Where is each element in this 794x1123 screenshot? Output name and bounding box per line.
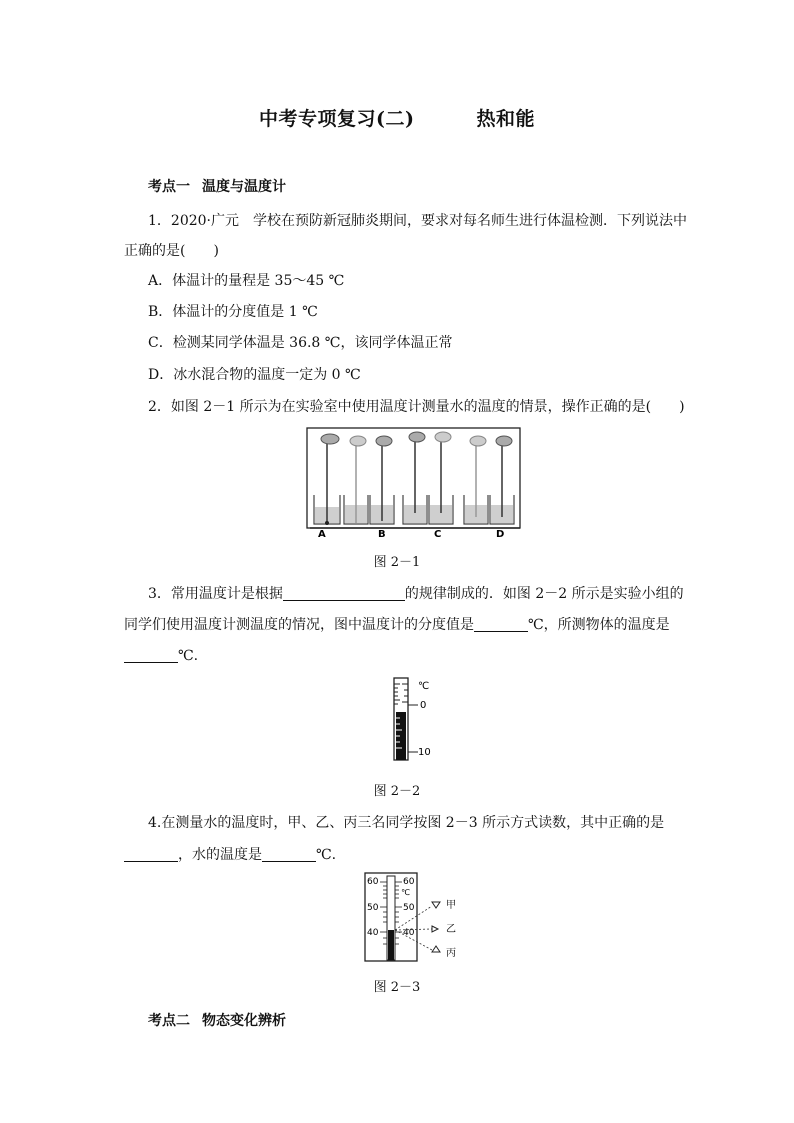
q4-fig-unit: ℃ xyxy=(401,888,410,897)
q3-fig-tick-top: 0 xyxy=(420,700,427,711)
q1-option-c: C．检测某同学体温是 36.8 ℃，该同学体温正常 xyxy=(148,335,453,351)
q3-text-1: 3．常用温度计是根据 xyxy=(148,586,283,602)
q4-left-tick-60: 60 xyxy=(367,877,379,887)
q4-right-tick-50: 50 xyxy=(403,903,415,913)
q4-right-tick-60: 60 xyxy=(403,877,415,887)
section-name: 温度与温度计 xyxy=(202,179,286,195)
figure-2-1 xyxy=(306,427,522,539)
section-number: 考点一 xyxy=(148,179,190,195)
eye-bing-icon xyxy=(432,946,440,952)
setup-d xyxy=(464,436,514,524)
figure-2-3 xyxy=(364,872,464,964)
caption-2-3: 图 2－3 xyxy=(373,980,421,995)
q1-option-d: D．冰水混合物的温度一定为 0 ℃ xyxy=(148,367,361,383)
q4-text-3: ℃. xyxy=(316,847,337,863)
fig-label-a: A xyxy=(318,529,326,539)
q3-line1 xyxy=(148,583,684,603)
q3-fig-unit: ℃ xyxy=(418,681,430,692)
reader-yi: 乙 xyxy=(446,924,456,935)
setup-a xyxy=(314,434,340,525)
q3-blank-temperature[interactable] xyxy=(124,647,178,663)
q4-text-2: ，水的温度是 xyxy=(178,847,262,863)
q2-stem: 2．如图 2－1 所示为在实验室中使用温度计测量水的温度的情景，操作正确的是( ) xyxy=(148,399,685,415)
section-name: 物态变化辨析 xyxy=(202,1013,286,1029)
eye-jia-icon xyxy=(432,902,440,908)
eye-yi-icon xyxy=(432,926,438,932)
q3-text-5: ℃. xyxy=(178,648,199,664)
q4-left-tick-50: 50 xyxy=(367,903,379,913)
title-main: 中考专项复习(二) xyxy=(259,108,415,130)
thermometer-scale xyxy=(380,676,440,762)
q4-left-tick-40: 40 xyxy=(367,928,379,938)
title-topic: 热和能 xyxy=(476,108,535,130)
q4-right-tick-40: 40 xyxy=(403,928,415,938)
section-heading-2 xyxy=(148,1010,286,1030)
setup-b xyxy=(344,436,394,524)
q1-option-a: A．体温计的量程是 35～45 ℃ xyxy=(148,273,345,289)
q4-line2 xyxy=(124,844,336,864)
thermometer-reading-figure xyxy=(364,872,464,964)
beaker-thermometer-figure xyxy=(306,427,522,539)
reader-jia: 甲 xyxy=(446,900,456,911)
caption-2-1: 图 2－1 xyxy=(373,555,421,570)
reader-bing: 丙 xyxy=(446,948,456,959)
q3-text-2: 的规律制成的．如图 2－2 所示是实验小组的 xyxy=(404,586,684,602)
q3-text-4: ℃，所测物体的温度是 xyxy=(528,617,670,633)
fig-label-c: C xyxy=(434,529,442,539)
page-title xyxy=(0,104,794,131)
q3-line2 xyxy=(124,614,670,634)
q3-blank-division[interactable] xyxy=(474,616,528,632)
section-heading-1 xyxy=(148,176,286,196)
q3-text-3: 同学们使用温度计测温度的情况，图中温度计的分度值是 xyxy=(124,617,474,633)
caption-2-2: 图 2－2 xyxy=(373,784,421,799)
section-number: 考点二 xyxy=(148,1013,190,1029)
q3-fig-tick-bottom: 10 xyxy=(418,747,431,758)
setup-c xyxy=(403,432,453,524)
figure-2-2 xyxy=(380,676,440,762)
fig-label-d: D xyxy=(496,529,505,539)
q1-stem-line2: 正确的是( ) xyxy=(124,243,219,259)
fig-label-b: B xyxy=(378,529,386,539)
q4-blank-temperature[interactable] xyxy=(262,846,316,862)
q4-blank-correct[interactable] xyxy=(124,846,178,862)
q3-blank-principle[interactable] xyxy=(283,585,405,601)
q1-option-b: B．体温计的分度值是 1 ℃ xyxy=(148,304,318,320)
q4-line1: 4.在测量水的温度时，甲、乙、丙三名同学按图 2－3 所示方式读数，其中正确的是 xyxy=(148,815,665,831)
q3-line3 xyxy=(124,647,198,664)
q1-stem-line1: 1．2020·广元 学校在预防新冠肺炎期间，要求对每名师生进行体温检测．下列说法中 xyxy=(148,213,687,229)
